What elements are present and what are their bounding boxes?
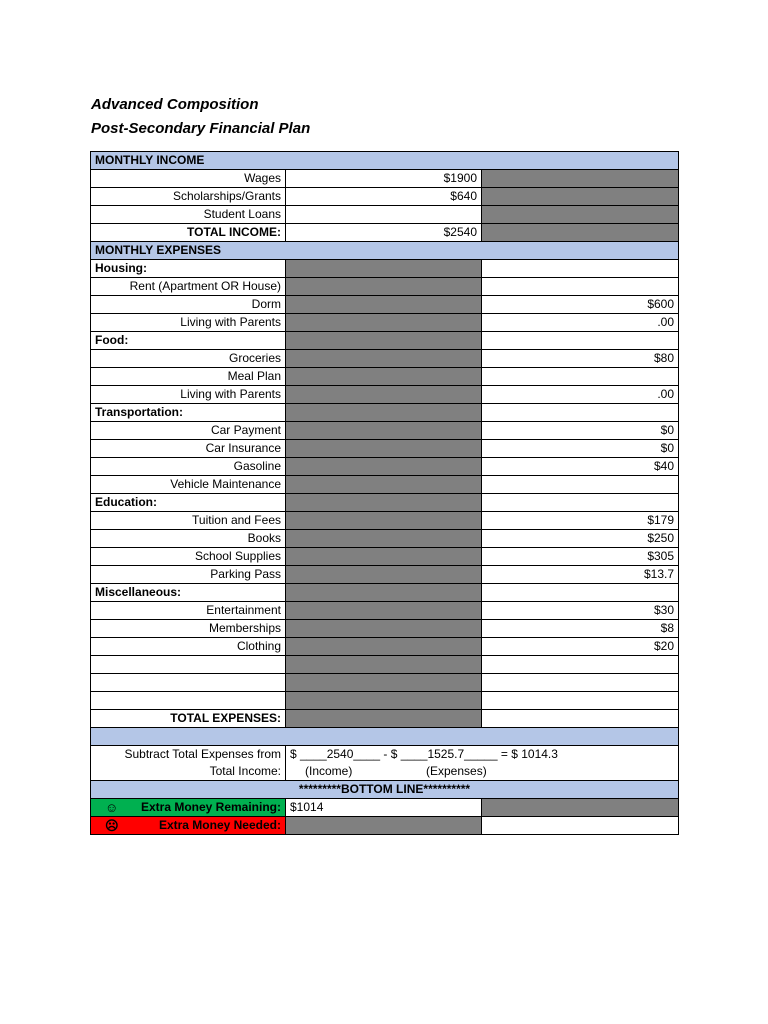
- calc-label-line2: Total Income:: [209, 764, 281, 778]
- table-row: [91, 368, 679, 386]
- calc-expenses-caption: (Expenses): [426, 764, 487, 778]
- empty-cell: [482, 674, 679, 692]
- row-label: Tuition and Fees: [91, 512, 286, 530]
- empty-cell: [482, 692, 679, 710]
- row-value: $179: [482, 512, 679, 530]
- category-label: Housing:: [91, 260, 286, 278]
- category-label: Food:: [91, 332, 286, 350]
- row-label: Car Insurance: [91, 440, 286, 458]
- row-value: $0: [482, 440, 679, 458]
- category-row: [91, 332, 679, 350]
- row-value: $30: [482, 602, 679, 620]
- total-income-label: TOTAL INCOME:: [91, 224, 286, 242]
- gray-cell: [286, 332, 482, 350]
- table-row: [91, 602, 679, 620]
- needed-row: [91, 817, 679, 835]
- empty-cell: [91, 674, 286, 692]
- row-value: $1900: [286, 170, 482, 188]
- blank-row: [91, 656, 679, 674]
- gray-cell: [286, 674, 482, 692]
- row-label: School Supplies: [91, 548, 286, 566]
- table-row: [91, 512, 679, 530]
- table-row: [91, 530, 679, 548]
- empty-cell: [482, 332, 679, 350]
- gray-cell: [482, 224, 679, 242]
- gray-cell: [286, 494, 482, 512]
- gray-cell: [482, 188, 679, 206]
- gray-cell: [286, 422, 482, 440]
- category-row: [91, 404, 679, 422]
- calc-cell: [286, 746, 679, 781]
- empty-cell: [482, 260, 679, 278]
- empty-cell: [482, 656, 679, 674]
- row-value: .00: [482, 314, 679, 332]
- row-label: Car Payment: [91, 422, 286, 440]
- calc-income-caption: (Income): [305, 764, 353, 778]
- table-row: [91, 638, 679, 656]
- gray-cell: [286, 602, 482, 620]
- row-value: [482, 476, 679, 494]
- row-label: Entertainment: [91, 602, 286, 620]
- table-row: [91, 458, 679, 476]
- calc-label-line1: Subtract Total Expenses from: [124, 747, 281, 761]
- gray-cell: [482, 170, 679, 188]
- row-value: $305: [482, 548, 679, 566]
- row-value: $250: [482, 530, 679, 548]
- needed-label-cell: [91, 817, 286, 835]
- expenses-header: MONTHLY EXPENSES: [91, 242, 679, 260]
- gray-cell: [286, 566, 482, 584]
- gray-cell: [286, 620, 482, 638]
- table-row: [91, 476, 679, 494]
- empty-cell: [482, 584, 679, 602]
- blank-row: [91, 674, 679, 692]
- gray-cell: [286, 530, 482, 548]
- document-title: Advanced Composition: [91, 96, 259, 113]
- financial-plan-table: [90, 151, 679, 835]
- table-row: [91, 278, 679, 296]
- gray-cell: [286, 584, 482, 602]
- category-row: [91, 494, 679, 512]
- calc-formula: $ ____2540____ - $ ____1525.7_____ = $ 1014.3: [290, 747, 558, 761]
- row-value: $20: [482, 638, 679, 656]
- gray-cell: [286, 512, 482, 530]
- gray-cell: [482, 799, 679, 817]
- table-row: [91, 566, 679, 584]
- row-value: $8: [482, 620, 679, 638]
- row-label: Scholarships/Grants: [91, 188, 286, 206]
- calc-label: [91, 746, 286, 781]
- smiley-face-icon: ☺: [105, 800, 119, 815]
- table-row: [91, 548, 679, 566]
- needed-value: [286, 817, 482, 835]
- row-value: [482, 368, 679, 386]
- remaining-row: [91, 799, 679, 817]
- total-income-value: $2540: [286, 224, 482, 242]
- empty-cell: [91, 692, 286, 710]
- row-value: $600: [482, 296, 679, 314]
- gray-cell: [482, 206, 679, 224]
- row-value: $13.7: [482, 566, 679, 584]
- gray-cell: [286, 656, 482, 674]
- row-label: Living with Parents: [91, 314, 286, 332]
- gray-cell: [286, 638, 482, 656]
- gray-cell: [286, 404, 482, 422]
- spacer-row: [91, 728, 679, 746]
- row-label: Groceries: [91, 350, 286, 368]
- remaining-label-cell: [91, 799, 286, 817]
- document-subtitle: Post-Secondary Financial Plan: [91, 120, 311, 137]
- table-row: [91, 314, 679, 332]
- row-label: Rent (Apartment OR House): [91, 278, 286, 296]
- bottom-line-header: *********BOTTOM LINE**********: [91, 781, 679, 799]
- remaining-label: Extra Money Remaining:: [140, 800, 281, 814]
- table-row: [91, 206, 679, 224]
- gray-cell: [286, 260, 482, 278]
- gray-cell: [286, 278, 482, 296]
- row-label: Parking Pass: [91, 566, 286, 584]
- needed-label: Extra Money Needed:: [158, 818, 281, 832]
- total-expenses-row: [91, 710, 679, 728]
- row-value: $0: [482, 422, 679, 440]
- empty-cell: [482, 494, 679, 512]
- row-value: .00: [482, 386, 679, 404]
- gray-cell: [286, 314, 482, 332]
- expenses-header-row: [91, 242, 679, 260]
- total-expenses-label: TOTAL EXPENSES:: [91, 710, 286, 728]
- table-row: [91, 296, 679, 314]
- bottom-line-row: [91, 781, 679, 799]
- empty-cell: [482, 404, 679, 422]
- row-value: $40: [482, 458, 679, 476]
- row-value: $640: [286, 188, 482, 206]
- table-row: [91, 386, 679, 404]
- row-label: Vehicle Maintenance: [91, 476, 286, 494]
- table-row: [91, 620, 679, 638]
- gray-cell: [286, 476, 482, 494]
- row-label: Wages: [91, 170, 286, 188]
- calc-row: [91, 746, 679, 781]
- gray-cell: [286, 710, 482, 728]
- remaining-value: $1014: [286, 799, 482, 817]
- row-label: Living with Parents: [91, 386, 286, 404]
- empty-cell: [91, 656, 286, 674]
- row-value: [286, 206, 482, 224]
- income-header: MONTHLY INCOME: [91, 152, 679, 170]
- row-label: Memberships: [91, 620, 286, 638]
- row-value: $80: [482, 350, 679, 368]
- row-label: Clothing: [91, 638, 286, 656]
- table-row: [91, 440, 679, 458]
- gray-cell: [286, 458, 482, 476]
- gray-cell: [286, 548, 482, 566]
- blue-spacer: [91, 728, 679, 746]
- row-label: Dorm: [91, 296, 286, 314]
- total-expenses-value: [482, 710, 679, 728]
- category-row: [91, 584, 679, 602]
- gray-cell: [286, 386, 482, 404]
- table-row: [91, 188, 679, 206]
- table-row: [91, 170, 679, 188]
- category-label: Transportation:: [91, 404, 286, 422]
- gray-cell: [286, 350, 482, 368]
- row-label: Student Loans: [91, 206, 286, 224]
- category-label: Education:: [91, 494, 286, 512]
- total-income-row: [91, 224, 679, 242]
- gray-cell: [286, 440, 482, 458]
- frowning-face-icon: ☹: [105, 818, 119, 833]
- category-row: [91, 260, 679, 278]
- gray-cell: [286, 368, 482, 386]
- empty-cell: [482, 817, 679, 835]
- blank-row: [91, 692, 679, 710]
- row-label: Gasoline: [91, 458, 286, 476]
- row-label: Books: [91, 530, 286, 548]
- category-label: Miscellaneous:: [91, 584, 286, 602]
- row-value: [482, 278, 679, 296]
- gray-cell: [286, 692, 482, 710]
- table-row: [91, 422, 679, 440]
- table-row: [91, 350, 679, 368]
- income-header-row: [91, 152, 679, 170]
- row-label: Meal Plan: [91, 368, 286, 386]
- gray-cell: [286, 296, 482, 314]
